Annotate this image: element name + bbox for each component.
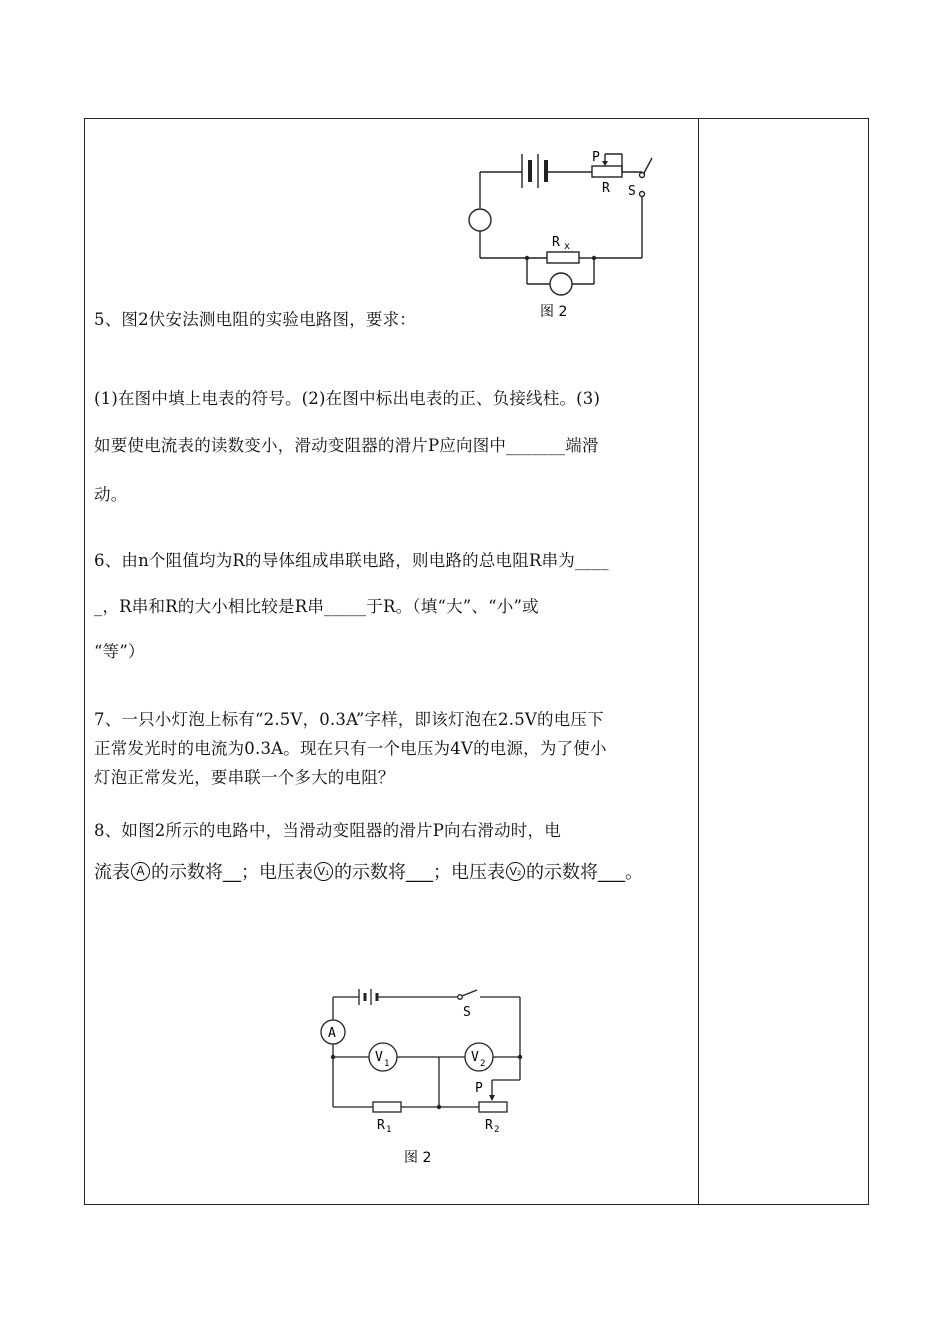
label-v1: V: [375, 1050, 383, 1065]
label-v1-sub: 1: [384, 1059, 390, 1069]
label-rx-sub: x: [564, 241, 571, 252]
q8-text-a: 流表: [94, 862, 130, 883]
rheostat-r: [592, 166, 622, 177]
label-p: P: [475, 1081, 483, 1096]
voltmeter-v1: [369, 1043, 397, 1071]
q7-line-2: 正常发光时的电流为0.3A。现在只有一个电压为4V的电源，为了使小: [94, 739, 607, 758]
label-v2: V: [471, 1050, 479, 1065]
label-r: R: [602, 181, 610, 196]
q8-text-c: 的示数将___；电压表: [334, 862, 505, 883]
q5-line-2: (1)在图中填上电表的符号。(2)在图中标出电表的正、负接线柱。(3): [94, 389, 601, 408]
q5-line-4: 动。: [94, 485, 128, 504]
q8-line-2: [94, 858, 643, 884]
voltmeter-v2: [465, 1043, 493, 1071]
label-r2-sub: 2: [494, 1125, 500, 1135]
q8-line-1: 8、如图2所示的电路中，当滑动变阻器的滑片P向右滑动时，电: [94, 821, 561, 840]
label-a: A: [328, 1026, 336, 1041]
label-s: S: [463, 1005, 471, 1020]
label-s: S: [628, 184, 636, 199]
circuit-diagram-bottom: [315, 985, 540, 1175]
column-divider: [698, 118, 699, 1205]
label-p: P: [592, 150, 600, 165]
voltmeter-v1-symbol: V₁: [314, 862, 333, 881]
q5-line-1: 5、图2伏安法测电阻的实验电路图，要求：: [94, 310, 416, 329]
q8-text-b: 的示数将__；电压表: [151, 862, 313, 883]
q7-line-1: 7、一只小灯泡上标有“2.5V，0.3A”字样，即该灯泡在2.5V的电压下: [94, 710, 604, 729]
circuit-diagram-top: [462, 140, 672, 330]
resistor-r1: [373, 1102, 401, 1112]
resistor-rx: [547, 252, 579, 263]
label-v2-sub: 2: [480, 1059, 486, 1069]
q7-line-3: 灯泡正常发光，要串联一个多大的电阻？: [94, 768, 395, 787]
q8-text-d: 的示数将___。: [526, 862, 643, 883]
q6-line-2: _，R串和R的大小相比较是R串_____于R。（填“大”、“小”或: [94, 597, 539, 616]
q6-line-1: 6、由n个阻值均为R的导体组成串联电路，则电路的总电阻R串为____: [94, 551, 609, 570]
voltmeter-v2-symbol: V₂: [506, 862, 525, 881]
q6-line-3: “等”）: [94, 642, 145, 661]
label-r1-sub: 1: [386, 1125, 392, 1135]
q5-line-3: 如要使电流表的读数变小，滑动变阻器的滑片P应向图中_______端滑: [94, 436, 599, 455]
meter-top-left: [469, 209, 491, 231]
figure-caption-top: 图 2: [540, 304, 568, 320]
meter-parallel: [550, 273, 572, 295]
label-r2: R: [485, 1118, 493, 1133]
rheostat-r2: [479, 1102, 507, 1112]
label-rx: R: [552, 235, 560, 250]
ammeter-symbol: A: [131, 862, 150, 881]
figure-caption-bottom: 图 2: [404, 1150, 432, 1166]
label-r1: R: [377, 1118, 385, 1133]
